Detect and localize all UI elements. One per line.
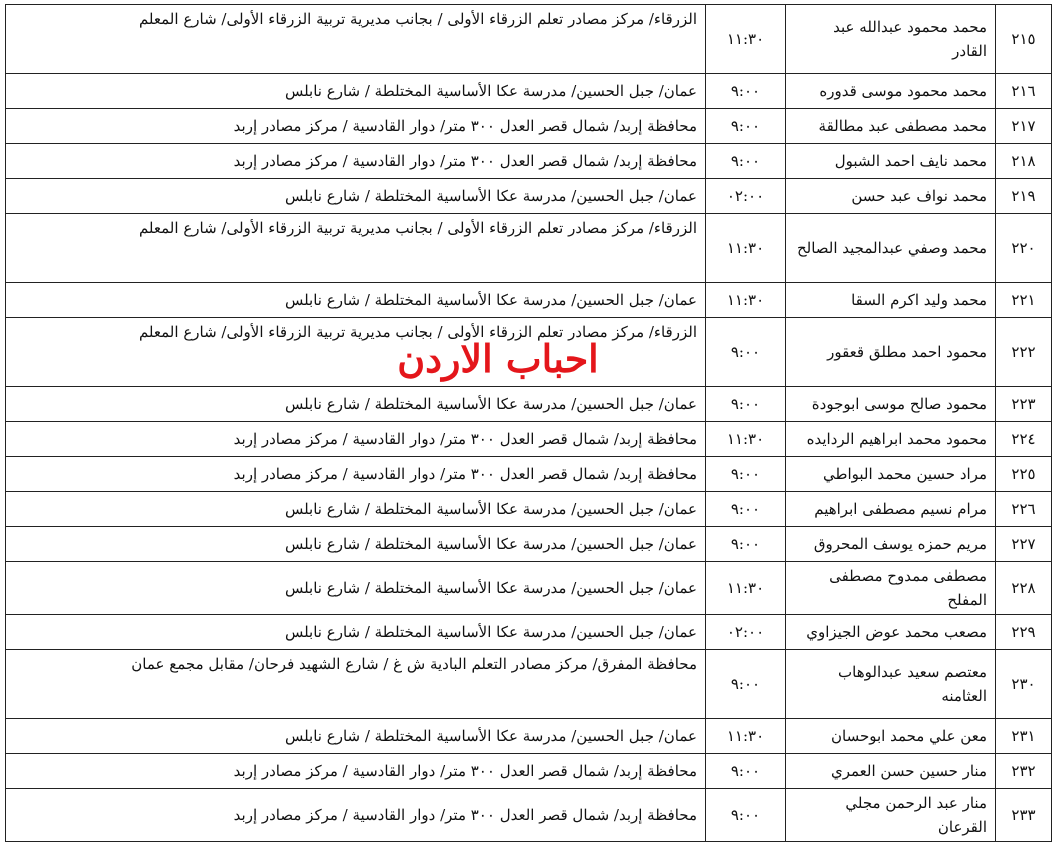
table-row bbox=[6, 457, 1052, 492]
table-row bbox=[6, 422, 1052, 457]
exam-time: ٠٢:٠٠ bbox=[706, 615, 786, 650]
table-row bbox=[6, 719, 1052, 754]
exam-location: محافظة إربد/ شمال قصر العدل ٣٠٠ متر/ دوار القادسية / مركز مصادر إربد bbox=[6, 422, 706, 457]
candidate-name: مصطفى ممدوح مصطفى المفلح bbox=[786, 562, 996, 615]
candidate-name: منار حسين حسن العمري bbox=[786, 754, 996, 789]
candidate-name: محمد محمود عبدالله عبد القادر bbox=[786, 5, 996, 74]
exam-time: ٩:٠٠ bbox=[706, 492, 786, 527]
candidate-name: محمود احمد مطلق قعقور bbox=[786, 318, 996, 387]
table-row bbox=[6, 650, 1052, 719]
candidate-name: محمود صالح موسى ابوجودة bbox=[786, 387, 996, 422]
exam-time: ٩:٠٠ bbox=[706, 109, 786, 144]
row-number: ٢٢٠ bbox=[996, 214, 1052, 283]
exam-location: عمان/ جبل الحسين/ مدرسة عكا الأساسية المختلطة / شارع نابلس bbox=[6, 562, 706, 615]
exam-location: عمان/ جبل الحسين/ مدرسة عكا الأساسية المختلطة / شارع نابلس bbox=[6, 719, 706, 754]
table-row bbox=[6, 754, 1052, 789]
table-row bbox=[6, 387, 1052, 422]
row-number: ٢١٥ bbox=[996, 5, 1052, 74]
exam-time: ٩:٠٠ bbox=[706, 527, 786, 562]
row-number: ٢٢٤ bbox=[996, 422, 1052, 457]
exam-location: محافظة إربد/ شمال قصر العدل ٣٠٠ متر/ دوار القادسية / مركز مصادر إربد bbox=[6, 789, 706, 842]
exam-location: عمان/ جبل الحسين/ مدرسة عكا الأساسية المختلطة / شارع نابلس bbox=[6, 283, 706, 318]
exam-location: الزرقاء/ مركز مصادر تعلم الزرقاء الأولى / بجانب مديرية تربية الزرقاء الأولى/ شارع المعلم bbox=[6, 318, 706, 387]
exam-time: ١١:٣٠ bbox=[706, 422, 786, 457]
exam-location: محافظة إربد/ شمال قصر العدل ٣٠٠ متر/ دوار القادسية / مركز مصادر إربد bbox=[6, 144, 706, 179]
row-number: ٢١٨ bbox=[996, 144, 1052, 179]
row-number: ٢٢٩ bbox=[996, 615, 1052, 650]
row-number: ٢٢١ bbox=[996, 283, 1052, 318]
row-number: ٢١٧ bbox=[996, 109, 1052, 144]
exam-location: عمان/ جبل الحسين/ مدرسة عكا الأساسية المختلطة / شارع نابلس bbox=[6, 74, 706, 109]
table-body bbox=[6, 5, 1052, 842]
exam-location: عمان/ جبل الحسين/ مدرسة عكا الأساسية المختلطة / شارع نابلس bbox=[6, 387, 706, 422]
row-number: ٢٣١ bbox=[996, 719, 1052, 754]
candidate-name: مرام نسيم مصطفى ابراهيم bbox=[786, 492, 996, 527]
candidate-name: معن علي محمد ابوحسان bbox=[786, 719, 996, 754]
row-number: ٢٣٣ bbox=[996, 789, 1052, 842]
table-row bbox=[6, 5, 1052, 74]
candidate-name: محمود محمد ابراهيم الردايده bbox=[786, 422, 996, 457]
exam-schedule-table bbox=[5, 4, 1052, 842]
row-number: ٢١٦ bbox=[996, 74, 1052, 109]
exam-time: ١١:٣٠ bbox=[706, 5, 786, 74]
candidate-name: محمد مصطفى عبد مطالقة bbox=[786, 109, 996, 144]
candidate-name: منار عبد الرحمن مجلي القرعان bbox=[786, 789, 996, 842]
candidate-name: معتصم سعيد عبدالوهاب العثامنه bbox=[786, 650, 996, 719]
exam-location: عمان/ جبل الحسين/ مدرسة عكا الأساسية المختلطة / شارع نابلس bbox=[6, 527, 706, 562]
row-number: ٢٢٥ bbox=[996, 457, 1052, 492]
exam-time: ٩:٠٠ bbox=[706, 318, 786, 387]
exam-location: عمان/ جبل الحسين/ مدرسة عكا الأساسية المختلطة / شارع نابلس bbox=[6, 179, 706, 214]
candidate-name: محمد محمود موسى قدوره bbox=[786, 74, 996, 109]
exam-time: ١١:٣٠ bbox=[706, 719, 786, 754]
exam-location: محافظة المفرق/ مركز مصادر التعلم البادية ش غ / شارع الشهيد فرحان/ مقابل مجمع عمان bbox=[6, 650, 706, 719]
exam-location: محافظة إربد/ شمال قصر العدل ٣٠٠ متر/ دوار القادسية / مركز مصادر إربد bbox=[6, 109, 706, 144]
row-number: ٢١٩ bbox=[996, 179, 1052, 214]
exam-time: ٩:٠٠ bbox=[706, 457, 786, 492]
exam-time: ٩:٠٠ bbox=[706, 789, 786, 842]
exam-location: محافظة إربد/ شمال قصر العدل ٣٠٠ متر/ دوار القادسية / مركز مصادر إربد bbox=[6, 457, 706, 492]
row-number: ٢٣٠ bbox=[996, 650, 1052, 719]
watermark-text: احباب الاردن bbox=[397, 336, 599, 381]
candidate-name: مريم حمزه يوسف المحروق bbox=[786, 527, 996, 562]
exam-time: ١١:٣٠ bbox=[706, 283, 786, 318]
table-row bbox=[6, 615, 1052, 650]
exam-location: محافظة إربد/ شمال قصر العدل ٣٠٠ متر/ دوار القادسية / مركز مصادر إربد bbox=[6, 754, 706, 789]
exam-time: ٩:٠٠ bbox=[706, 387, 786, 422]
exam-time: ١١:٣٠ bbox=[706, 214, 786, 283]
row-number: ٢٢٧ bbox=[996, 527, 1052, 562]
table-row bbox=[6, 74, 1052, 109]
table-row bbox=[6, 318, 1052, 387]
exam-time: ١١:٣٠ bbox=[706, 562, 786, 615]
table-row bbox=[6, 789, 1052, 842]
candidate-name: محمد وصفي عبدالمجيد الصالح bbox=[786, 214, 996, 283]
table-row bbox=[6, 283, 1052, 318]
table-row bbox=[6, 492, 1052, 527]
row-number: ٢٣٢ bbox=[996, 754, 1052, 789]
candidate-name: محمد وليد اكرم السقا bbox=[786, 283, 996, 318]
exam-time: ٩:٠٠ bbox=[706, 144, 786, 179]
candidate-name: محمد نواف عبد حسن bbox=[786, 179, 996, 214]
candidate-name: محمد نايف احمد الشبول bbox=[786, 144, 996, 179]
table-row bbox=[6, 179, 1052, 214]
row-number: ٢٢٣ bbox=[996, 387, 1052, 422]
exam-location: الزرقاء/ مركز مصادر تعلم الزرقاء الأولى / بجانب مديرية تربية الزرقاء الأولى/ شارع المعلم bbox=[6, 214, 706, 283]
exam-location: عمان/ جبل الحسين/ مدرسة عكا الأساسية المختلطة / شارع نابلس bbox=[6, 615, 706, 650]
exam-time: ٩:٠٠ bbox=[706, 754, 786, 789]
table-row bbox=[6, 527, 1052, 562]
exam-time: ٠٢:٠٠ bbox=[706, 179, 786, 214]
exam-location: عمان/ جبل الحسين/ مدرسة عكا الأساسية المختلطة / شارع نابلس bbox=[6, 492, 706, 527]
table-row bbox=[6, 144, 1052, 179]
table-row bbox=[6, 562, 1052, 615]
row-number: ٢٢٨ bbox=[996, 562, 1052, 615]
exam-time: ٩:٠٠ bbox=[706, 650, 786, 719]
exam-time: ٩:٠٠ bbox=[706, 74, 786, 109]
row-number: ٢٢٢ bbox=[996, 318, 1052, 387]
candidate-name: مصعب محمد عوض الجيزاوي bbox=[786, 615, 996, 650]
candidate-name: مراد حسين محمد البواطي bbox=[786, 457, 996, 492]
table-row bbox=[6, 214, 1052, 283]
row-number: ٢٢٦ bbox=[996, 492, 1052, 527]
table-row bbox=[6, 109, 1052, 144]
exam-location: الزرقاء/ مركز مصادر تعلم الزرقاء الأولى / بجانب مديرية تربية الزرقاء الأولى/ شارع المعلم bbox=[6, 5, 706, 74]
